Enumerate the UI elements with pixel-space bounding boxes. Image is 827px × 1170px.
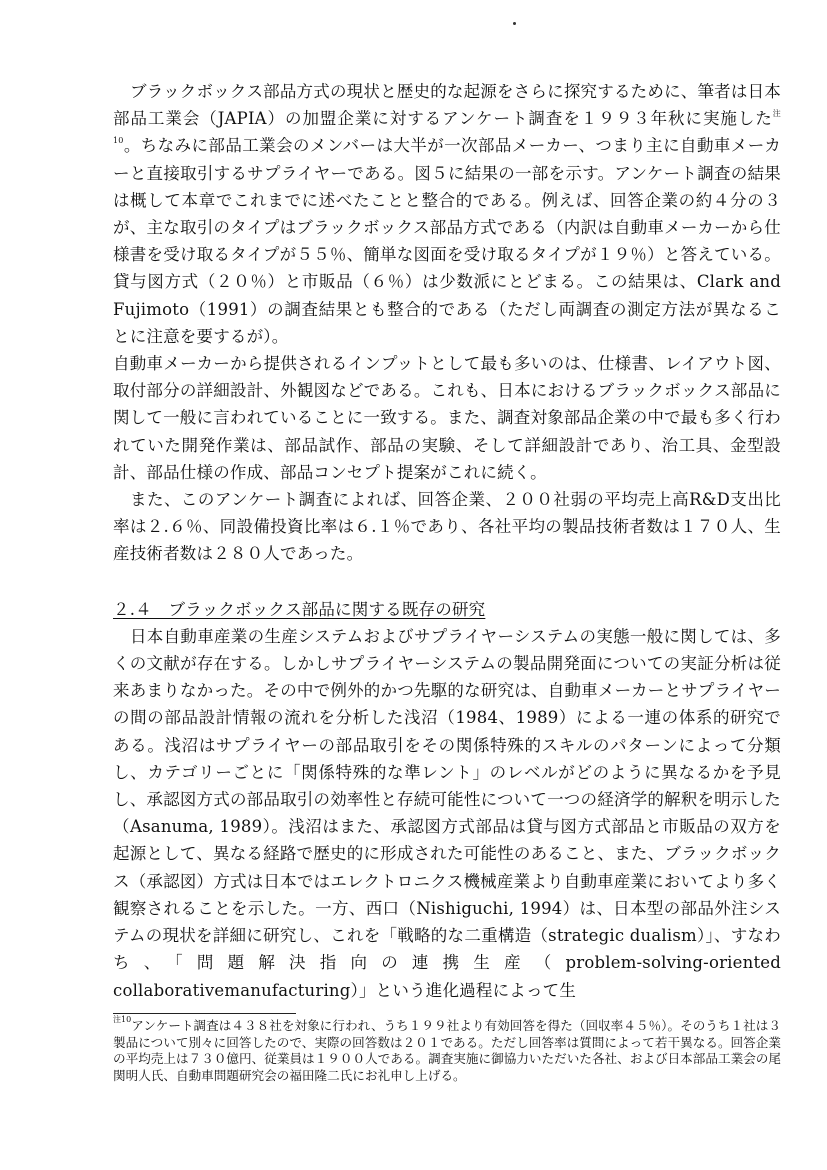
footnote-ref: 注10 [113,109,781,146]
footnote-10 [113,1015,781,1084]
body-text [113,78,781,1004]
footnote-divider [113,1013,296,1014]
footnotes [113,1015,781,1084]
paragraph-survey [113,78,781,350]
footnote-mark: 注10 [113,1015,132,1024]
section-gap [113,568,781,596]
section-title: ２.４ ブラックボックス部品に関する既存の研究 [113,599,486,619]
page-speck [513,22,516,25]
footnote-text: アンケート調査は４３８社を対象に行われ、うち１９９社より有効回答を得た（回収率４５％）。そのうち１社は３製品について別々に回答したので、実際の回答数は２０１である。ただし回答率は質問によって若干異なる。回答企業の平均売上は７３０億円、従業員は１９００人である。調査実施に御協力いただいた各社、および日本部品工業会の尾関明人氏、自動車問題研究会の福田隆二氏にお礼申し上げる。 [113,1018,781,1083]
paragraph-existing-research: 日本自動車産業の生産システムおよびサプライヤーシステムの実態一般に関しては、多くの文献が存在する。しかしサプライヤーシステムの製品開発面についての実証分析は従来あまりなかった。その中で例外的かつ先駆的な研究は、自動車メーカーとサプライヤーの間の部品設計情報の流れを分析した浅沼（1984、1989）による一連の体系的研究である。浅沼はサプライヤーの部品取引をその関係特殊的スキルのパターンによって分類し、カテゴリーごとに「関係特殊的な準レント」のレベルがどのように異なるかを予見し、承認図方式の部品取引の効率性と存続可能性について一つの経済学的解釈を明示した（Asanuma, 1989）。浅沼はまた、承認図方式部品は貸与図方式部品と市販品の双方を起源として、異なる経路で歴史的に形成された可能性のあること、また、ブラックボックス（承認図）方式は日本ではエレクトロニクス機械産業より自動車産業においてより多く観察されることを示した。一方、西口（Nishiguchi, 1994）は、日本型の部品外注システムの現状を詳細に研究し、これを「戦略的な二重構造（strategic dualism）」、すなわち、「問題解決指向の連携生産（problem-solving-oriented collaborativemanufacturing）」という進化過程によって生 [113,626,781,1000]
paragraph-survey-text-a: ブラックボックス部品方式の現状と歴史的な起源をさらに探究するために、筆者は日本部品工業会（JAPIA）の加盟企業に対するアンケート調査を１９９３年秋に実施した [113,82,781,129]
paragraph-rnd: また、このアンケート調査によれば、回答企業、２００社弱の平均売上高R&D支出比率は２.６％、同設備投資比率は６.１％であり、各社平均の製品技術者数は１７０人、生産技術者数は２８０人であった。 [113,490,781,564]
paragraph-inputs: 自動車メーカーから提供されるインプットとして最も多いのは、仕様書、レイアウト図、取付部分の詳細設計、外観図などである。これも、日本におけるブラックボックス部品に関して一般に言われていることに一致する。また、調査対象部品企業の中で最も多く行われていた開発作業は、部品試作、部品の実験、そして詳細設計であり、治工具、金型設計、部品仕様の作成、部品コンセプト提案がこれに続く。 [113,354,782,482]
paragraph-survey-text-b: 。ちなみに部品工業会のメンバーは大半が一次部品メーカー、つまり主に自動車メーカーと直接取引するサプライヤーである。図５に結果の一部を示す。アンケート調査の結果は概して本章でこれまでに述べたことと整合的である。例えば、回答企業の約４分の３が、主な取引のタイプはブラックボックス部品方式である（内訳は自動車メーカーから仕様書を受け取るタイプが５５％、簡単な図面を受け取るタイプが１９％）と答えている。貸与図方式（２０％）と市販品（６％）は少数派にとどまる。この結果は、Clark and Fujimoto（1991）の調査結果とも整合的である（ただし両調査の測定方法が異なることに注意を要するが）。 [113,136,781,346]
